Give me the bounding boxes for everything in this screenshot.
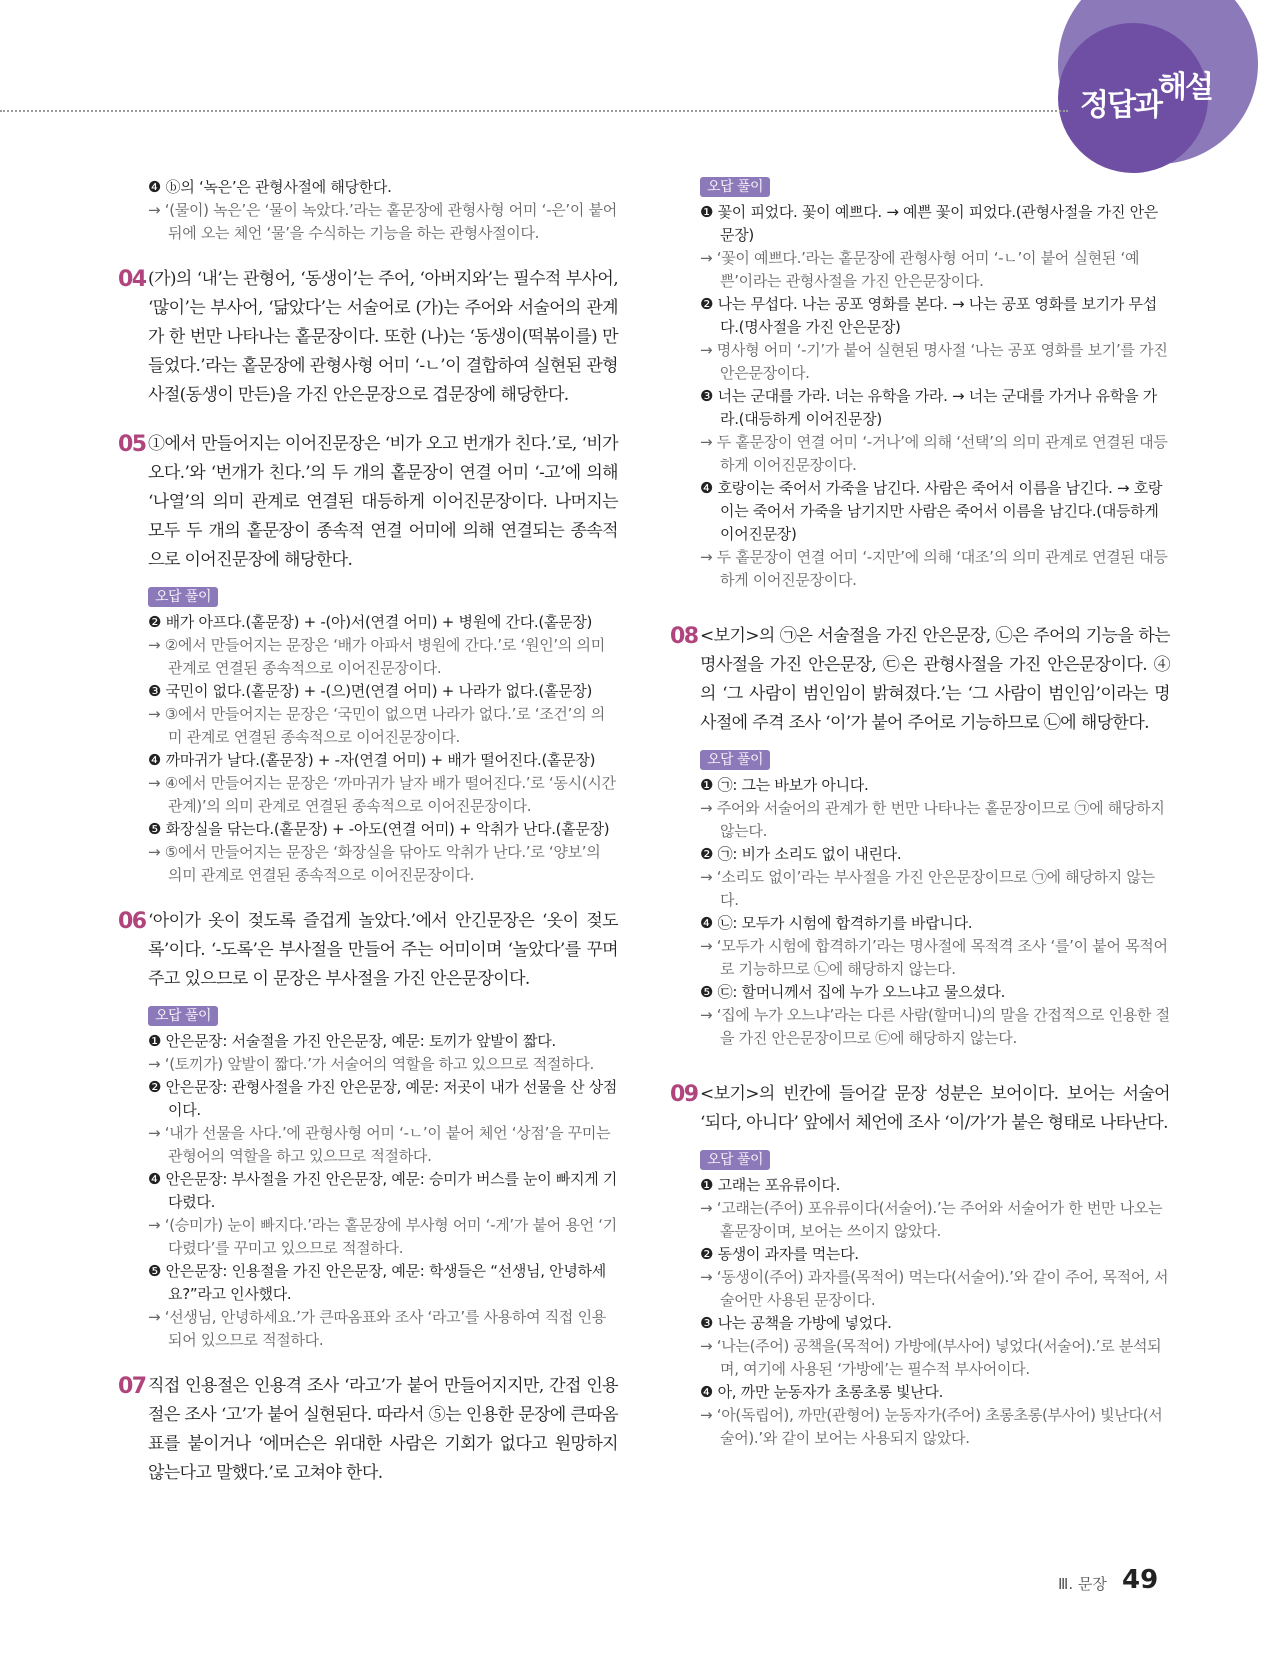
wrong-answer-section [700, 1138, 1170, 1450]
wrong-answer-tag: 오답 풀이 [700, 177, 770, 197]
choice-item: ❹ 아, 까만 눈동자가 초롱초롱 빛난다. [700, 1383, 944, 1401]
wrong-answer-section [700, 176, 1170, 592]
choice-item: ❹ ㉡: 모두가 시험에 합격하기를 바랍니다. [700, 914, 973, 932]
header-badge-line1: 정답과 [1080, 88, 1161, 123]
choice-explanation: → ‘꽃이 예쁘다.’라는 홑문장에 관형사형 어미 ‘-ㄴ’이 붙어 실현된 ‘예쁜’이라는 관형사절을 가진 안은문장이다. [700, 249, 1140, 290]
wrong-answer-section [148, 994, 618, 1352]
answer-choice: ❹ ⓑ의 ‘녹은’은 관형사절에 해당한다. [148, 178, 392, 196]
choice-explanation: → ‘고래는(주어) 포유류이다(서술어).’는 주어와 서술어가 한 번만 나오는 홑문장이며, 보어는 쓰이지 않았다. [700, 1199, 1163, 1240]
choice-explanation: → ‘동생이(주어) 과자를(목적어) 먹는다(서술어).’와 같이 주어, 목적어, 서술어만 사용된 문장이다. [700, 1268, 1169, 1309]
choice-explanation: → 두 홑문장이 연결 어미 ‘-거나’에 의해 ‘선택’의 의미 관계로 연결된 대등하게 이어진문장이다. [700, 433, 1168, 474]
choice-explanation: → ‘선생님, 안녕하세요.’가 큰따옴표와 조사 ‘라고’를 사용하여 직접 인용되어 있으므로 적절하다. [148, 1308, 606, 1349]
choice-explanation: → 두 홑문장이 연결 어미 ‘-지만’에 의해 ‘대조’의 의미 관계로 연결된 대등하게 이어진문장이다. [700, 548, 1168, 589]
wrong-answer-tag: 오답 풀이 [148, 587, 218, 607]
choice-item: ❹ 안은문장: 부사절을 가진 안은문장, 예문: 승미가 버스를 눈이 빠지게 기다렸다. [148, 1170, 618, 1211]
question-number: 04 [118, 267, 146, 292]
question-explanation: <보기>의 ㉠은 서술절을 가진 안은문장, ㉡은 주어의 기능을 하는 명사절을 가진 안은문장, ㉢은 관형사절을 가진 안은문장이다. ④의 ‘그 사람이 범인임이 밝혀졌다.’는 ‘그 사람이 범인임’이라는 명사절에 주격 조사 ‘이’가 붙어 주어로 기능하므로 ㉡에 해당한다. [700, 626, 1170, 733]
question-08 [670, 622, 1170, 738]
choice-item: ❷ 안은문장: 관형사절을 가진 안은문장, 예문: 저곳이 내가 선물을 산 상점이다. [148, 1078, 618, 1119]
choice-item: ❺ 안은문장: 인용절을 가진 안은문장, 예문: 학생들은 “선생님, 안녕하세요?”라고 인사했다. [148, 1262, 606, 1303]
choice-item: ❹ 호랑이는 죽어서 가죽을 남긴다. 사람은 죽어서 이름을 남긴다. → 호랑이는 죽어서 가죽을 남기지만 사람은 죽어서 이름을 남긴다.(대등하게 이어진문장) [700, 479, 1163, 543]
choice-item: ❶ 안은문장: 서술절을 가진 안은문장, 예문: 토끼가 앞발이 짧다. [148, 1032, 556, 1050]
choice-explanation: → ‘모두가 시험에 합격하기’라는 명사절에 목적격 조사 ‘를’이 붙어 목적어로 기능하므로 ㉡에 해당하지 않는다. [700, 937, 1168, 978]
question-05 [118, 430, 618, 575]
wrong-answer-section [700, 738, 1170, 1050]
choice-explanation: → 명사형 어미 ‘-기’가 붙어 실현된 명사절 ‘나는 공포 영화를 보기’를 가진 안은문장이다. [700, 341, 1168, 382]
choice-item: ❹ 까마귀가 날다.(홑문장) + -자(연결 어미) + 배가 떨어진다.(홑문장) [148, 751, 596, 769]
left-column [118, 176, 618, 1488]
question-explanation: ①에서 만들어지는 이어진문장은 ‘비가 오고 번개가 친다.’로, ‘비가 오다.’와 ‘번개가 친다.’의 두 개의 홑문장이 연결 어미 ‘-고’에 의해 ‘나열’의 의미 관계로 연결된 대등하게 이어진문장이다. 나머지는 모두 두 개의 홑문장이 종속적 연결 어미에 의해 연결되는 종속적으로 이어진문장에 해당한다. [148, 434, 618, 570]
question-explanation: ‘아이가 옷이 젖도록 즐겁게 놀았다.’에서 안긴문장은 ‘옷이 젖도록’이다. ‘-도록’은 부사절을 만들어 주는 어미이며 ‘놀았다’를 꾸며 주고 있으므로 이 문장은 부사절을 가진 안은문장이다. [148, 911, 618, 989]
question-number: 09 [670, 1082, 698, 1107]
question-number: 07 [118, 1374, 146, 1399]
choice-item: ❸ 너는 군대를 가라. 너는 유학을 가라. → 너는 군대를 가거나 유학을 가라.(대등하게 이어진문장) [700, 387, 1157, 428]
question-explanation: 직접 인용절은 인용격 조사 ‘라고’가 붙어 만들어지지만, 간접 인용절은 조사 ‘고’가 붙어 실현된다. 따라서 ⑤는 인용한 문장에 큰따옴표를 붙이거나 ‘에머슨은 위대한 사람은 기회가 없다고 원망하지 않는다고 말했다.’로 고쳐야 한다. [148, 1376, 618, 1483]
choice-item: ❸ 나는 공책을 가방에 넣었다. [700, 1314, 892, 1332]
question-number: 05 [118, 432, 146, 457]
question-explanation: <보기>의 빈칸에 들어갈 문장 성분은 보어이다. 보어는 서술어 ‘되다, 아니다’ 앞에서 체언에 조사 ‘이/가’가 붙은 형태로 나타난다. [700, 1084, 1170, 1133]
header-divider [0, 110, 1068, 112]
choice-explanation: → ‘소리도 없이’라는 부사절을 가진 안은문장이므로 ㉠에 해당하지 않는다. [700, 868, 1155, 909]
choice-explanation: → ‘(토끼가) 앞발이 짧다.’가 서술어의 역할을 하고 있으므로 적절하다. [148, 1055, 594, 1073]
choice-item: ❷ 나는 무섭다. 나는 공포 영화를 본다. → 나는 공포 영화를 보기가 무섭다.(명사절을 가진 안은문장) [700, 295, 1157, 336]
question-explanation: (가)의 ‘내’는 관형어, ‘동생이’는 주어, ‘아버지와’는 필수적 부사어, ‘많이’는 부사어, ‘닮았다’는 서술어로 (가)는 주어와 서술어의 관계가 한 번만 나타나는 홑문장이다. 또한 (나)는 ‘동생이(떡볶이를) 만들었다.’라는 홑문장에 관형사형 어미 ‘-ㄴ’이 결합하여 실현된 관형사절(동생이 만든)을 가진 안은문장으로 겹문장에 해당한다. [148, 269, 618, 405]
choice-explanation: → ⑤에서 만들어지는 문장은 ‘화장실을 닦아도 악취가 난다.’로 ‘양보’의 의미 관계로 연결된 종속적으로 이어진문장이다. [148, 843, 601, 884]
wrong-answer-section [148, 575, 618, 887]
choice-item: ❸ 국민이 없다.(홑문장) + -(으)면(연결 어미) + 나라가 없다.(홑문장) [148, 682, 593, 700]
wrong-answer-tag: 오답 풀이 [148, 1006, 218, 1026]
choice-explanation: → ‘(승미가) 눈이 빠지다.’라는 홑문장에 부사형 어미 ‘-게’가 붙어 용언 ‘기다렸다’를 꾸미고 있으므로 적절하다. [148, 1216, 617, 1257]
page-number: 49 [1122, 1565, 1159, 1595]
choice-item: ❶ 꽃이 피었다. 꽃이 예쁘다. → 예쁜 꽃이 피었다.(관형사절을 가진 안은문장) [700, 203, 1158, 244]
wrong-answer-tag: 오답 풀이 [700, 1150, 770, 1170]
choice-explanation: → ④에서 만들어지는 문장은 ‘까마귀가 날자 배가 떨어진다.’로 ‘동시(시간 관계)’의 의미 관계로 연결된 종속적으로 이어진문장이다. [148, 774, 616, 815]
choice-item: ❷ 동생이 과자를 먹는다. [700, 1245, 859, 1263]
question-number: 06 [118, 909, 146, 934]
choice-explanation: → ‘아(독립어), 까만(관형어) 눈동자가(주어) 초롱초롱(부사어) 빛난다(서술어).’와 같이 보어는 사용되지 않았다. [700, 1406, 1163, 1447]
right-column [670, 176, 1170, 1450]
choice-explanation: → ‘나는(주어) 공책을(목적어) 가방에(부사어) 넣었다(서술어).’로 분석되며, 여기에 사용된 ‘가방에’는 필수적 부사어이다. [700, 1337, 1162, 1378]
question-09 [670, 1080, 1170, 1138]
choice-item: ❷ 배가 아프다.(홑문장) + -(아)서(연결 어미) + 병원에 간다.(홑문장) [148, 613, 593, 631]
wrong-answer-tag: 오답 풀이 [700, 750, 770, 770]
question-04 [118, 265, 618, 410]
choice-explanation: → ③에서 만들어지는 문장은 ‘국민이 없으면 나라가 없다.’로 ‘조건’의 의미 관계로 연결된 종속적으로 이어진문장이다. [148, 705, 605, 746]
choice-explanation: → ‘집에 누가 오느냐’라는 다른 사람(할머니)의 말을 간접적으로 인용한 절을 가진 안은문장이므로 ㉢에 해당하지 않는다. [700, 1006, 1170, 1047]
choice-item: ❺ ㉢: 할머니께서 집에 누가 오느냐고 물으셨다. [700, 983, 1006, 1001]
footer-section: Ⅲ. 문장 [1058, 1575, 1107, 1593]
choice-item: ❶ ㉠: 그는 바보가 아니다. [700, 776, 869, 794]
choice-item: ❷ ㉠: 비가 소리도 없이 내린다. [700, 845, 902, 863]
choice-explanation: → 주어와 서술어의 관계가 한 번만 나타나는 홑문장이므로 ㉠에 해당하지 않는다. [700, 799, 1165, 840]
question-06 [118, 907, 618, 994]
choice-explanation: → ②에서 만들어지는 문장은 ‘배가 아파서 병원에 간다.’로 ‘원인’의 의미 관계로 연결된 종속적으로 이어진문장이다. [148, 636, 605, 677]
choice-item: ❺ 화장실을 닦는다.(홑문장) + -아도(연결 어미) + 악취가 난다.(홑문장) [148, 820, 610, 838]
choice-explanation: → ‘내가 선물을 사다.’에 관형사형 어미 ‘-ㄴ’이 붙어 체언 ‘상점’을 꾸미는 관형어의 역할을 하고 있으므로 적절하다. [148, 1124, 611, 1165]
question-07 [118, 1372, 618, 1488]
header-badge-line2: 해설 [1158, 70, 1212, 105]
question-number: 08 [670, 624, 698, 649]
choice-item: ❶ 고래는 포유류이다. [700, 1176, 841, 1194]
answer-explanation: → ‘(물이) 녹은’은 ‘물이 녹았다.’라는 홑문장에 관형사형 어미 ‘-은’이 붙어 뒤에 오는 체언 ‘물’을 수식하는 기능을 하는 관형사절이다. [148, 201, 617, 242]
